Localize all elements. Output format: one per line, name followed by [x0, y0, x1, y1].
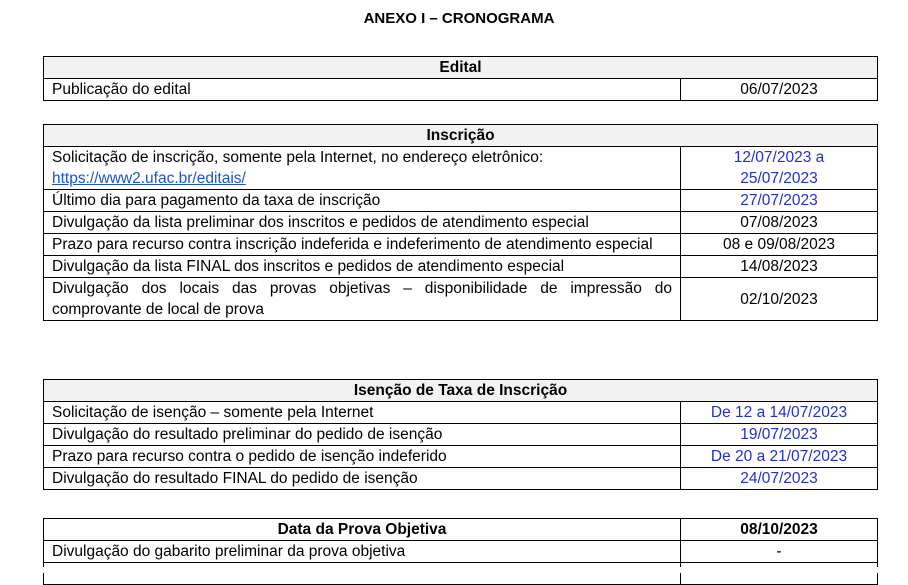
row-description: Divulgação do resultado preliminar do pedido de isenção — [44, 424, 681, 446]
page-cut-edge — [0, 567, 908, 573]
table-row — [44, 278, 878, 321]
prova-header-date: 08/10/2023 — [681, 519, 878, 541]
isencao-table — [43, 379, 878, 490]
inscricao-table — [43, 124, 878, 321]
table-row — [44, 541, 878, 563]
row-date: 06/07/2023 — [681, 79, 878, 101]
row-date: De 20 a 21/07/2023 — [681, 446, 878, 468]
row-date — [681, 563, 878, 585]
isencao-header: Isenção de Taxa de Inscrição — [44, 380, 878, 402]
row-date: De 12 a 14/07/2023 — [681, 402, 878, 424]
row-description: Solicitação de isenção – somente pela Internet — [44, 402, 681, 424]
edital-header: Edital — [44, 57, 878, 79]
row-description — [44, 563, 681, 585]
table-row — [44, 402, 878, 424]
edital-table — [43, 56, 878, 101]
row-description-text: Solicitação de inscrição, somente pela Internet, no endereço eletrônico: — [52, 149, 544, 166]
row-date: 27/07/2023 — [681, 190, 878, 212]
inscricao-header: Inscrição — [44, 125, 878, 147]
row-description: Divulgação da lista preliminar dos inscritos e pedidos de atendimento especial — [44, 212, 681, 234]
row-date: 07/08/2023 — [681, 212, 878, 234]
table-row — [44, 79, 878, 101]
row-date: 24/07/2023 — [681, 468, 878, 490]
editais-link[interactable]: https://www2.ufac.br/editais/ — [52, 170, 246, 187]
table-row — [44, 468, 878, 490]
row-date: - — [681, 541, 878, 563]
row-description: Divulgação do gabarito preliminar da prova objetiva — [44, 541, 681, 563]
row-date-start: 12/07/2023 a — [733, 149, 825, 166]
row-description: Divulgação dos locais das provas objetivas – disponibilidade de impressão do comprovante de local de prova — [44, 278, 681, 321]
table-row — [44, 256, 878, 278]
row-description: Publicação do edital — [44, 79, 681, 101]
table-row — [44, 234, 878, 256]
prova-header: Data da Prova Objetiva — [44, 519, 681, 541]
row-date: 02/10/2023 — [681, 278, 878, 321]
table-row — [44, 190, 878, 212]
row-description: Prazo para recurso contra o pedido de isenção indeferido — [44, 446, 681, 468]
row-date — [681, 147, 878, 190]
row-date-end: 25/07/2023 — [740, 170, 818, 187]
row-description — [44, 147, 681, 190]
table-row — [44, 147, 878, 190]
row-description: Último dia para pagamento da taxa de inscrição — [44, 190, 681, 212]
prova-table — [43, 518, 878, 585]
page-title: ANEXO I – CRONOGRAMA — [363, 10, 555, 27]
table-row — [44, 424, 878, 446]
row-description: Divulgação do resultado FINAL do pedido de isenção — [44, 468, 681, 490]
table-row — [44, 446, 878, 468]
row-date: 08 e 09/08/2023 — [681, 234, 878, 256]
row-description: Prazo para recurso contra inscrição indeferida e indeferimento de atendimento especial — [44, 234, 681, 256]
row-date: 19/07/2023 — [681, 424, 878, 446]
table-row-partial — [44, 563, 878, 585]
row-description: Divulgação da lista FINAL dos inscritos e pedidos de atendimento especial — [44, 256, 681, 278]
table-row — [44, 212, 878, 234]
row-date: 14/08/2023 — [681, 256, 878, 278]
